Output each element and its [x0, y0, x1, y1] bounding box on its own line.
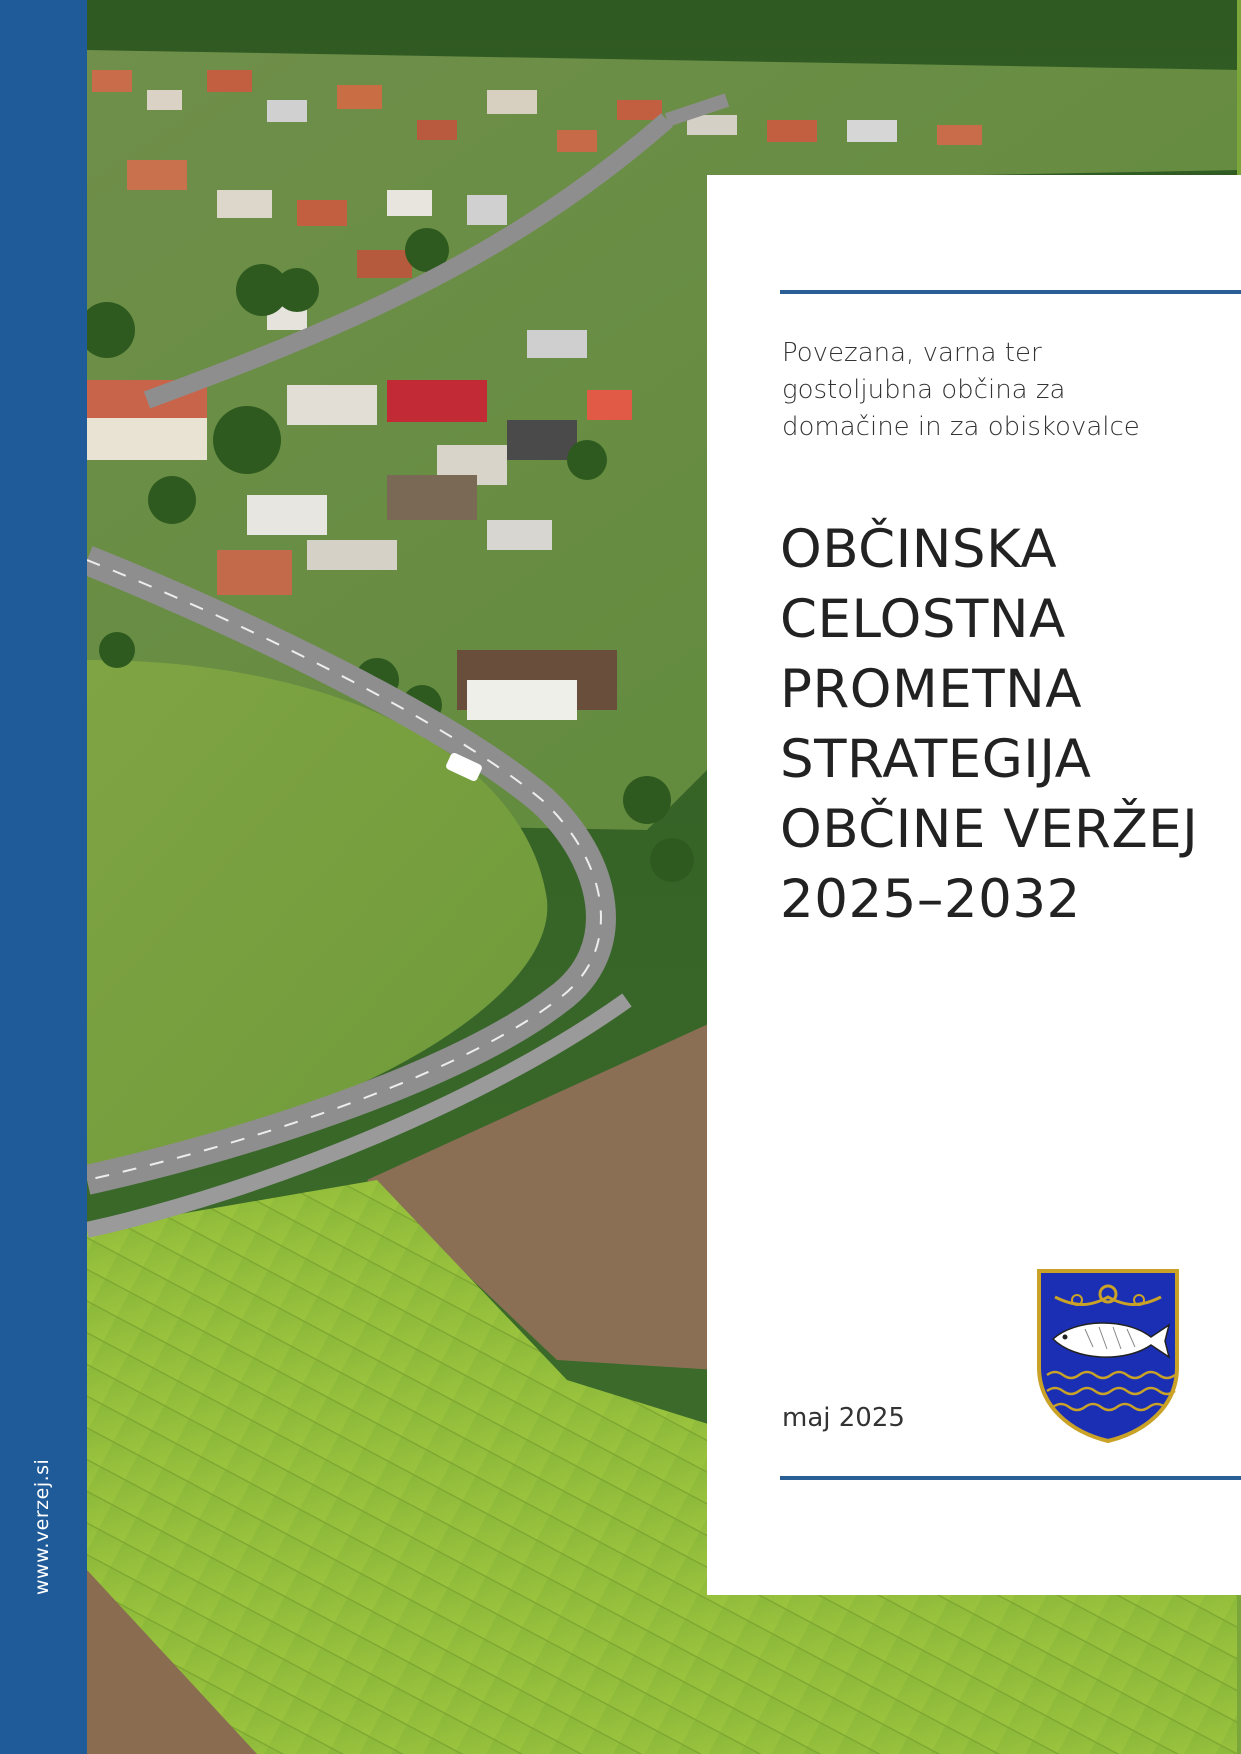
title-line: 2025–2032 — [780, 869, 1081, 930]
subtitle-line: domačine in za obiskovalce — [782, 412, 1140, 442]
subtitle-line: gostoljubna občina za — [782, 375, 1066, 405]
title-card — [707, 175, 1241, 1595]
title-line: CELOSTNA — [780, 589, 1066, 650]
title-line: STRATEGIJA — [780, 729, 1092, 790]
website-url[interactable]: www.verzej.si — [31, 1458, 53, 1595]
title-line: OBČINE VERŽEJ — [780, 799, 1199, 860]
subtitle-line: Povezana, varna ter — [782, 338, 1042, 368]
coat-of-arms-fish-icon — [1035, 1267, 1181, 1445]
title-line: PROMETNA — [780, 659, 1082, 720]
top-rule — [780, 290, 1241, 294]
publication-date: maj 2025 — [782, 1403, 905, 1433]
subtitle — [782, 335, 1222, 446]
side-band — [0, 0, 87, 1754]
bottom-rule — [780, 1476, 1241, 1480]
document-title — [780, 515, 1230, 935]
title-line: OBČINSKA — [780, 519, 1058, 580]
